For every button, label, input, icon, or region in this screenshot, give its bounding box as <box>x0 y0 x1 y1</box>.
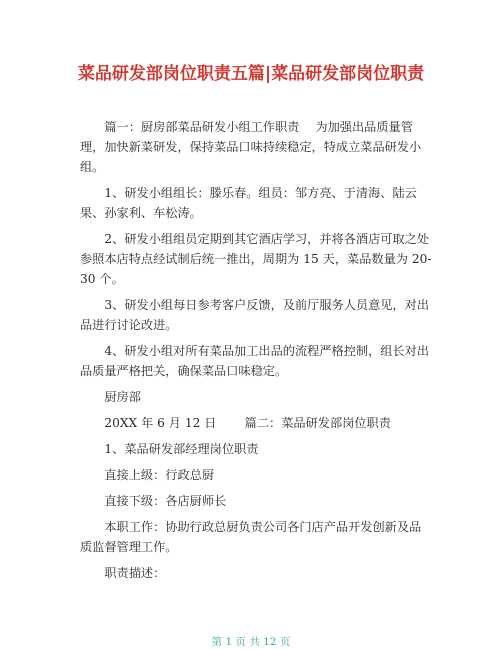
paragraph-line: 篇一：厨房部菜品研发小组工作职责 为加强出品质量管 <box>80 120 413 134</box>
paragraph-line: 本职工作：协助行政总厨负责公司各门店产品开发创新及品 <box>80 520 422 534</box>
document-title: 菜品研发部岗位职责五篇|菜品研发部岗位职责 <box>77 64 425 84</box>
paragraph-line: 厨房部 <box>80 390 141 404</box>
paragraph-line: 20XX 年 6 月 12 日 篇二：菜品研发部岗位职责 <box>80 416 391 430</box>
paragraph-line: 3、研发小组每日参考客户反馈，及前厅服务人员意见，对出 <box>80 298 430 312</box>
paragraph-line: 品进行讨论改进。 <box>80 318 178 332</box>
paragraph-line: 质监督管理工作。 <box>80 540 178 554</box>
document-body <box>80 117 430 583</box>
paragraph-line: 直接上级：行政总厨 <box>80 468 215 482</box>
paragraph-line: 1、研发小组组长：滕乐春。组员：邹方亮、于清海、陆云 <box>80 186 417 200</box>
paragraph-line: 理，加快新菜研发，保持菜品口味持续稳定，特成立菜品研发小 <box>80 140 422 154</box>
paragraph-line: 品质量严格把关，确保菜品口味稳定。 <box>80 364 288 378</box>
paragraph-line: 1、菜品研发部经理岗位职责 <box>80 442 259 456</box>
paragraph-line: 直接下级：各店厨师长 <box>80 494 227 508</box>
paragraph-line: 参照本店特点经试制后统一推出，周期为 15 天，菜品数量为 20- <box>80 252 432 266</box>
paragraph-line: 30 个。 <box>80 272 124 286</box>
paragraph-line: 2、研发小组组员定期到其它酒店学习，并将各酒店可取之处 <box>80 232 430 246</box>
paragraph-line: 组。 <box>80 160 105 174</box>
paragraph-line: 职责描述： <box>80 566 166 580</box>
paragraph-line: 4、研发小组对所有菜品加工出品的流程严格控制，组长对出 <box>80 344 430 358</box>
page-number-footer: 第 1 页 共 12 页 <box>211 636 291 648</box>
paragraph-line: 果、孙家利、车松涛。 <box>80 206 202 220</box>
